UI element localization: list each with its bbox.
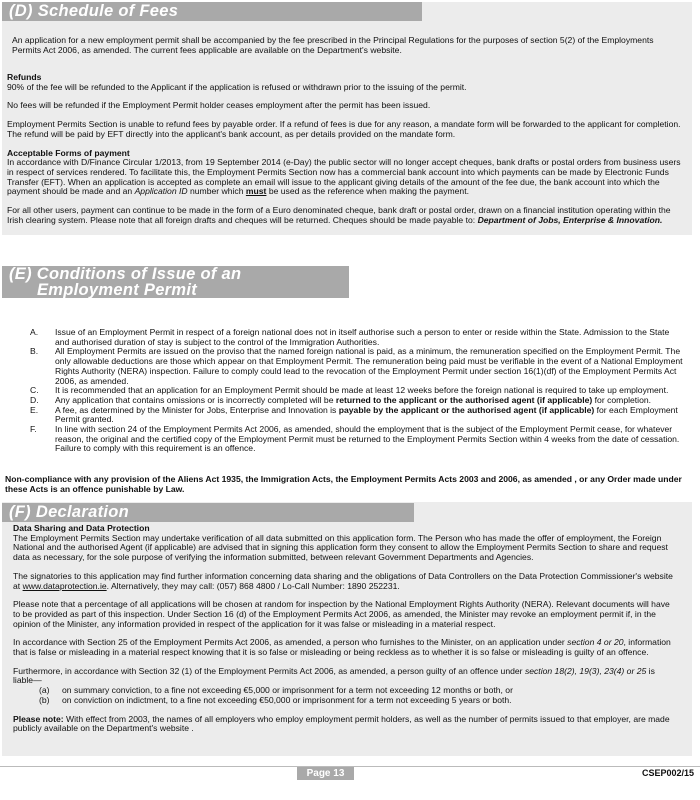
penalty-text: on summary conviction, to a fine not exceeding €5,000 or imprisonment for a term not exceeding 12 months or both, or	[62, 685, 513, 696]
condition-letter: B.	[30, 346, 39, 357]
condition-letter: E.	[30, 404, 39, 415]
form-code: CSEP002/15	[641, 768, 694, 778]
section-e-title-line1: (E) Conditions of Issue of an	[9, 265, 242, 283]
condition-text: Issue of an Employment Permit in respect of a foreign national does not in itself authorise such a person to enter or reside within the State. Admission to the State and authorised duration of stay is subject to the control of the Immigration Authorities.	[55, 327, 670, 347]
refunds-heading: Refunds	[7, 72, 42, 82]
section-f-header	[2, 503, 414, 522]
condition-letter: A.	[30, 327, 39, 337]
condition-letter: C.	[30, 385, 39, 396]
payment-text: In accordance with D/Finance Circular 1/2013, from 19 September 2014 (e-Day) the public sector will no longer accept cheques, bank drafts or postal orders from business users in respect of services rendered. To facilitate this, the Employment Permits Section now has a commercial bank account into which payments can be made by Electronic Funds Transfer (EFT). When an application is accepted as complete an email will issue to the applicant giving details of the amount of the fee due, the bank account into which the payment should be made and an Application ID number which must be used as the reference when making the payment.	[7, 157, 681, 197]
section-e-title-line2: Employment Permit	[37, 281, 198, 299]
condition-item	[30, 406, 685, 425]
other-users-text: For all other users, payment can continue to be made in the form of a Euro denominated cheque, bank draft or postal order, drawn on a financial institution operating within the Irish clearing system. Please note that all foreign drafts and cheques will be returned. Cheques should be made payable to: Department of Jobs, Enterprise & Innovation.	[7, 205, 671, 225]
section-25-text: In accordance with Section 25 of the Employment Permits Act 2006, as amended, a person who furnishes to the Minister, on an application under section 4 or 20, information that is false or misleading in a material respect knowing that it is so false or misleading or being reckless as to whether it is so false or misleading is guilty of an offence.	[13, 637, 671, 658]
percentage-text: Please note that a percentage of all applications will be chosen at random for inspection by the National Employment Rights Authority (NERA). Relevant documents will have to be provided as part of this inspection. Under Section 16 (d) of the Employment Permits Act 2006, as amended, the Minister may revoke an employment permit if, in the opinion of the Minister, any information provided in respect of the application for it was false or misleading in a material respect.	[13, 599, 670, 629]
penalty-label: (a)	[39, 685, 50, 696]
section-d-title: (D) Schedule of Fees	[9, 2, 179, 20]
condition-letter: F.	[30, 424, 37, 435]
condition-text: A fee, as determined by the Minister for Jobs, Enterprise and Innovation is payable by the applicant or the authorised agent (if applicable) for each Employment Permit granted.	[55, 404, 678, 425]
penalty-item	[39, 696, 677, 706]
condition-text: In line with section 24 of the Employment Permits Act 2006, as amended, should the employment that is the subject of the Employment Permit cease, for whatever reason, the original and the certified copy of the Employment Permit must be returned to the Employment Permits Section within 4 weeks from the date of cessation. Failure to comply with this requirement is an offence.	[55, 424, 680, 454]
condition-text: Any application that contains omissions or is incorrectly completed will be returned to the applicant or the authorised agent (if applicable) for completion.	[55, 394, 652, 405]
no-refund-text: No fees will be refunded if the Employment Permit holder ceases employment after the permit has been issued.	[7, 100, 431, 111]
penalties-list	[13, 686, 677, 705]
section-d-panel	[2, 2, 692, 235]
conditions-list	[30, 328, 685, 454]
payment-heading: Acceptable Forms of payment	[7, 147, 130, 158]
page-number: Page 13	[306, 768, 345, 779]
page-number-badge	[297, 767, 354, 780]
section-d-header	[2, 2, 422, 21]
condition-item	[30, 347, 685, 386]
signatories-text: The signatories to this application may find further information concerning data sharing and the obligations of Data Controllers on the Data Protection Commissioner's website at www.dataprotection.ie. Alternatively, they may call: (057) 868 4800 / Lo-Call Number: 1890 252231.	[13, 570, 673, 591]
payee: Department of Jobs, Enterprise & Innovation.	[477, 214, 663, 225]
condition-text: It is recommended that an application for an Employment Permit should be made at least 12 weeks before the foreign national is required to take up employment.	[55, 385, 669, 396]
section-e-header	[2, 266, 349, 298]
noncompliance-text: Non-compliance with any provision of the Aliens Act 1935, the Immigration Acts, the Employment Permits Acts 2003 and 2006, as amended , or any Order made under these Acts is an offence punishable by Law.	[5, 474, 682, 494]
payable-order-text: Employment Permits Section is unable to refund fees by payable order. If a refund of fees is due for any reason, a mandate form will be forwarded to the applicant for completion. The refund will be paid by EFT directly into the applicant's bank account, as per details provided on the mandate form.	[7, 119, 681, 139]
condition-text: All Employment Permits are issued on the proviso that the named foreign national is paid, as a minimum, the remuneration specified on the Employment Permit. The only allowable deductions are those which appear on that Employment Permit. The remuneration being paid must be verifiable in the event of a National Employment Rights Authority (NERA) inspection. Failure to comply could lead to the revocation of the Employment Permit under section 16(1)(df) of the Employment Permits Act 2006, as amended.	[55, 346, 683, 386]
penalty-label: (b)	[39, 694, 50, 705]
condition-item	[30, 425, 685, 454]
dataprotection-link[interactable]: www.dataprotection.ie	[22, 580, 107, 591]
section-f-panel	[2, 502, 692, 756]
condition-item	[30, 328, 685, 347]
penalty-text: on conviction on indictment, to a fine not exceeding €50,000 or imprisonment for a term not exceeding 5 years or both.	[62, 694, 512, 705]
section-d-body	[7, 73, 683, 225]
data-protection-heading: Data Sharing and Data Protection	[13, 523, 150, 533]
section-f-body	[13, 524, 677, 734]
section-f-title: (F) Declaration	[9, 503, 130, 521]
section-32-text: Furthermore, in accordance with Section 32 (1) of the Employment Permits Act 2006, as amended, a person guilty of an offence under section 18(2), 19(3), 23(4) or 25 is liable—	[13, 665, 655, 686]
publication-note: Please note: With effect from 2003, the names of all employers who employ employment permit holders, as well as the number of permits issued to that employer, are made publicly available on the Department's website .	[13, 713, 670, 734]
section-d-intro: An application for a new employment permit shall be accompanied by the fee prescribed in the Principal Regulations for the purposes of section 5(2) of the Employments Permits Act 2006, as amended. The current fees applicable are available on the Department's website.	[12, 35, 654, 55]
refunds-text: 90% of the fee will be refunded to the Applicant if the application is refused or withdrawn prior to the issuing of the permit.	[7, 81, 467, 92]
data-protection-text: The Employment Permits Section may undertake verification of all data submitted on this application form. The Person who has made the offer of employment, the Foreign National and the authorised Agent (if applicable) are advised that in signing this application form they consent to allow the Employment Permits Section to share and request data as necessary, for the sole purpose of verifying the information submitted, between relevant Government Departments and Agencies.	[13, 532, 668, 563]
condition-letter: D.	[30, 394, 39, 405]
